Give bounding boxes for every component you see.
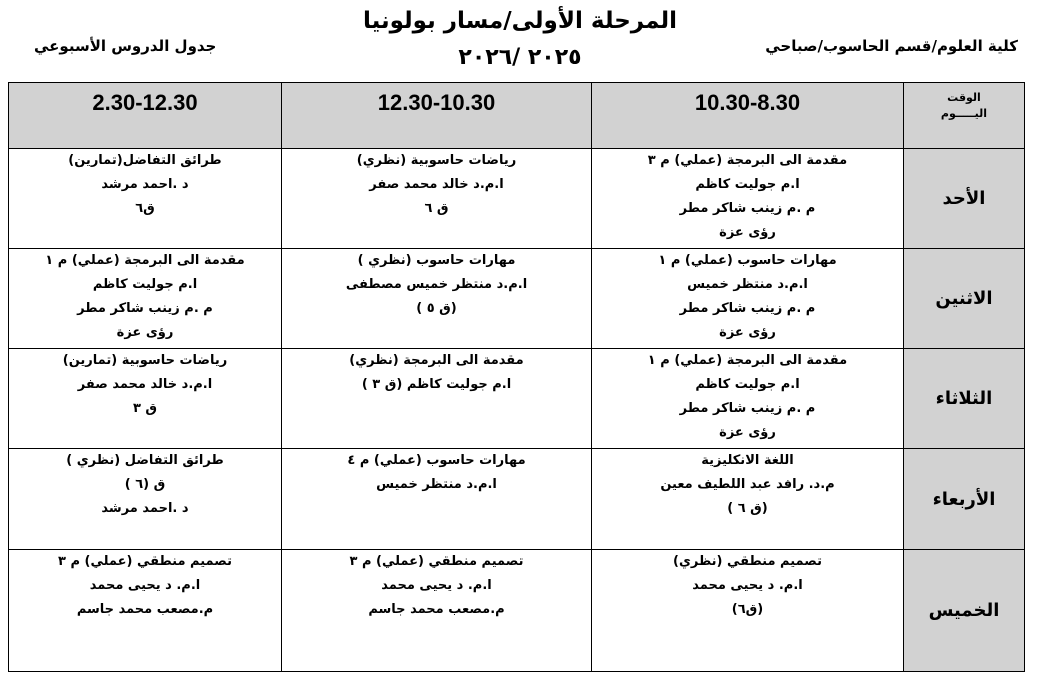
corner-header-cell <box>904 83 1025 149</box>
schedule-cell <box>9 349 282 449</box>
table-row <box>9 149 1025 249</box>
weekly-schedule-table <box>8 82 1025 672</box>
table-row <box>9 449 1025 550</box>
instructor-line: ا.م.د خالد محمد صفر <box>369 177 504 192</box>
schedule-cell <box>9 249 282 349</box>
schedule-cell <box>9 550 282 672</box>
schedule-cell <box>592 550 904 672</box>
time-slot-header: 10.30-8.30 <box>592 83 904 149</box>
instructor-line: م.مصعب محمد جاسم <box>368 602 505 617</box>
course-line: طرائق التفاضل (نظري ) <box>66 453 224 468</box>
course-line: مقدمة الى البرمجة (عملي) م ٣ <box>647 153 848 168</box>
course-line: رياضات حاسوبية (تمارين) <box>62 353 228 368</box>
instructor-line: م .م زينب شاكر مطر <box>77 301 213 316</box>
course-line: مهارات حاسوب (عملي) م ٤ <box>347 453 526 468</box>
course-line: اللغة الانكليزية <box>701 453 794 468</box>
table-row <box>9 349 1025 449</box>
time-header-row <box>9 83 1025 149</box>
course-line: تصميم منطقي (نظري) <box>673 554 822 569</box>
instructor-line: رؤى عزة <box>719 425 776 440</box>
table-row <box>9 249 1025 349</box>
instructor-line: ا.م.د منتظر خميس <box>376 477 497 492</box>
schedule-cell <box>9 449 282 550</box>
college-department: كلية العلوم/قسم الحاسوب/صباحي <box>765 37 1018 55</box>
course-line: تصميم منطقي (عملي) م ٣ <box>349 554 524 569</box>
instructor-line: ا.م. د يحيى محمد <box>89 578 201 593</box>
schedule-cell <box>592 149 904 249</box>
instructor-line: ا.م. د يحيى محمد <box>692 578 803 593</box>
instructor-line: ا.م جوليت كاظم (ق ٣ ) <box>361 377 512 392</box>
day-cell: الاثنين <box>904 249 1025 349</box>
day-cell: الأحد <box>904 149 1025 249</box>
day-cell: الأربعاء <box>904 449 1025 550</box>
schedule-cell <box>282 349 592 449</box>
table-row <box>9 550 1025 672</box>
instructor-line: ا.م. د يحيى محمد <box>381 578 492 593</box>
course-line: مهارات حاسوب (نظري ) <box>357 253 516 268</box>
day-cell: الثلاثاء <box>904 349 1025 449</box>
room-line: ق (٦ ) <box>124 477 166 492</box>
day-cell: الخميس <box>904 550 1025 672</box>
instructor-line: ا.م جوليت كاظم <box>92 277 198 292</box>
page-title: المرحلة الأولى/مسار بولونيا <box>362 8 678 34</box>
schedule-cell <box>282 149 592 249</box>
instructor-line: د .احمد مرشد <box>101 501 189 516</box>
schedule-cell <box>592 449 904 550</box>
course-line: تصميم منطقي (عملي) م ٣ <box>58 554 232 569</box>
room-line: ق ٦ <box>424 201 449 216</box>
instructor-line: رؤى عزة <box>719 325 776 340</box>
course-line: مهارات حاسوب (عملي) م ١ <box>658 253 837 268</box>
course-line: رياضات حاسوبية (نظري) <box>356 153 517 168</box>
academic-year: ٢٠٢٥ /٢٠٢٦ <box>458 45 582 70</box>
schedule-label: جدول الدروس الأسبوعي <box>34 37 217 55</box>
instructor-line: ا.م.د خالد محمد صفر <box>77 377 213 392</box>
course-line: مقدمة الى البرمجة (نظري) <box>349 353 524 368</box>
corner-time-label: الوقت <box>947 91 981 104</box>
schedule-cell <box>282 249 592 349</box>
room-line: (ق ٦ ) <box>727 501 768 516</box>
schedule-cell <box>592 349 904 449</box>
course-line: مقدمة الى البرمجة (عملي) م ١ <box>647 353 848 368</box>
instructor-line: م.مصعب محمد جاسم <box>76 602 214 617</box>
time-slot-header: 2.30-12.30 <box>9 83 282 149</box>
instructor-line: ا.م.د منتظر خميس مصطفى <box>345 277 528 292</box>
instructor-line: م .م زينب شاكر مطر <box>679 401 816 416</box>
instructor-line: ا.م جوليت كاظم <box>695 177 800 192</box>
room-line: (ق ٥ ) <box>416 301 457 316</box>
room-line: ق ٣ <box>132 401 158 416</box>
instructor-line: رؤى عزة <box>719 225 776 240</box>
schedule-cell <box>282 449 592 550</box>
time-slot-header: 12.30-10.30 <box>282 83 592 149</box>
instructor-line: ا.م.د منتظر خميس <box>687 277 808 292</box>
course-line: مقدمة الى البرمجة (عملي) م ١ <box>45 253 245 268</box>
corner-day-label: اليـــــوم <box>940 107 988 120</box>
instructor-line: رؤى عزة <box>116 325 174 340</box>
schedule-cell <box>282 550 592 672</box>
instructor-line: م .م زينب شاكر مطر <box>679 301 816 316</box>
instructor-line: م .م زينب شاكر مطر <box>679 201 816 216</box>
room-line: (ق٦) <box>731 602 764 617</box>
schedule-cell <box>592 249 904 349</box>
schedule-cell <box>9 149 282 249</box>
course-line: طرائق التفاضل(تمارين) <box>68 153 222 168</box>
instructor-line: م.د. رافد عبد اللطيف معين <box>660 477 835 492</box>
instructor-line: ا.م جوليت كاظم <box>695 377 800 392</box>
instructor-line: د .احمد مرشد <box>101 177 189 192</box>
room-line: ق٦ <box>135 201 155 216</box>
